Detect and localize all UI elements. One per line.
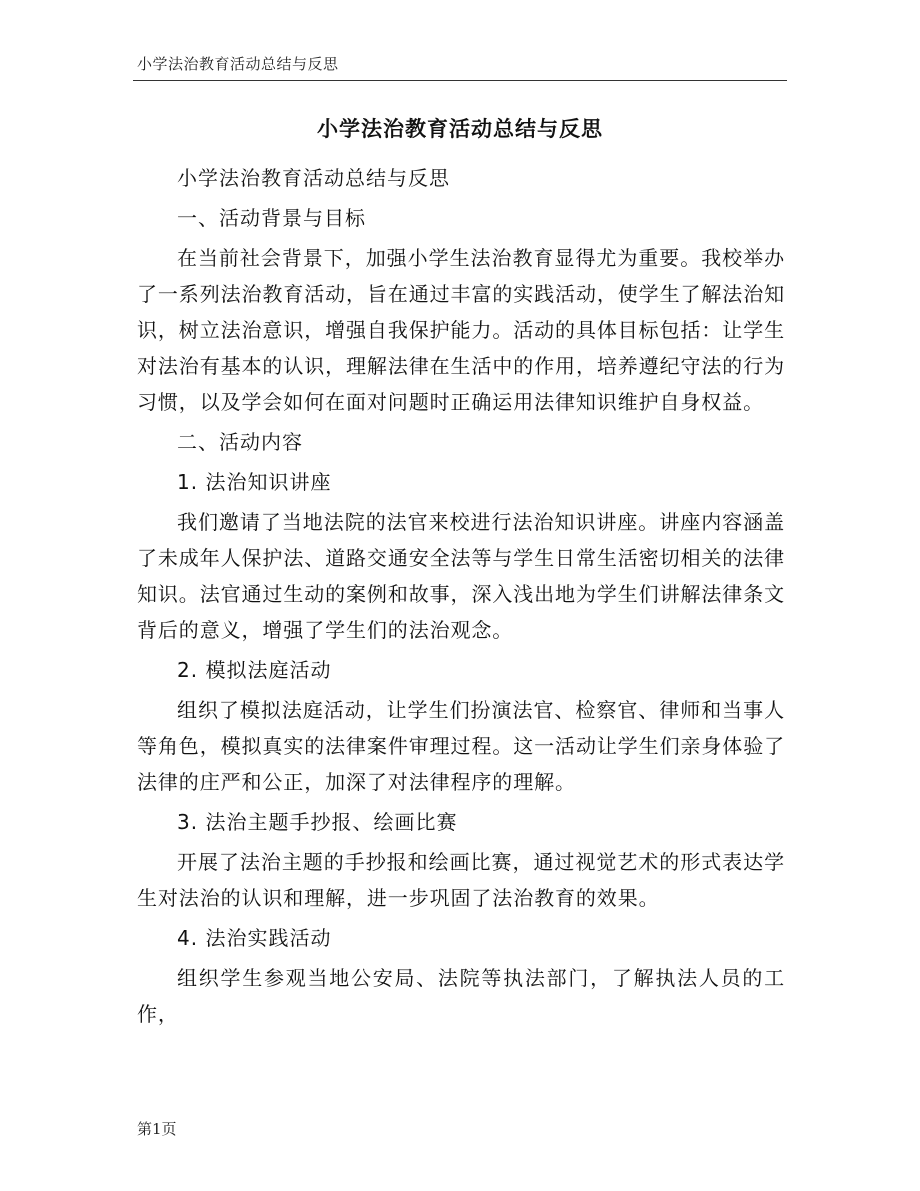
section-heading-content: 二、活动内容: [177, 430, 303, 454]
paragraph-mock-court: 组织了模拟法庭活动，让学生们扮演法官、检察官、律师和当事人等角色，模拟真实的法律案件审理过程。这一活动让学生们亲身体验了法律的庄严和公正，加深了对法律程序的理解。: [137, 698, 785, 794]
paragraph-background: 在当前社会背景下，加强小学生法治教育显得尤为重要。我校举办了一系列法治教育活动，旨在通过丰富的实践活动，使学生了解法治知识，树立法治意识，增强自我保护能力。活动的具体目标包括：让学生对法治有基本的认识，理解法律在生活中的作用，培养遵纪守法的行为习惯，以及学会如何在面对问题时正确运用法律知识维护自身权益。: [137, 246, 785, 414]
item-heading-mock-court: 2. 模拟法庭活动: [177, 658, 332, 682]
page-number: 第1页: [137, 1120, 177, 1138]
paragraph-lecture: 我们邀请了当地法院的法官来校进行法治知识讲座。讲座内容涵盖了未成年人保护法、道路交通安全法等与学生日常生活密切相关的法律知识。法官通过生动的案例和故事，深入浅出地为学生们讲解法律条文背后的意义，增强了学生们的法治观念。: [137, 510, 785, 642]
header-divider: [133, 80, 787, 81]
item-heading-lecture: 1. 法治知识讲座: [177, 470, 332, 494]
item-heading-poster-contest: 3. 法治主题手抄报、绘画比赛: [177, 810, 458, 834]
paragraph-practice: 组织学生参观当地公安局、法院等执法部门，了解执法人员的工作，: [137, 966, 785, 1026]
running-header: 小学法治教育活动总结与反思: [137, 55, 339, 73]
item-heading-practice: 4. 法治实践活动: [177, 926, 332, 950]
paragraph-poster-contest: 开展了法治主题的手抄报和绘画比赛，通过视觉艺术的形式表达学生对法治的认识和理解，进一步巩固了法治教育的效果。: [137, 850, 785, 910]
document-title: 小学法治教育活动总结与反思: [317, 116, 603, 141]
document-subtitle: 小学法治教育活动总结与反思: [177, 166, 450, 190]
document-body: [137, 160, 785, 1032]
section-heading-background: 一、活动背景与目标: [177, 206, 366, 230]
